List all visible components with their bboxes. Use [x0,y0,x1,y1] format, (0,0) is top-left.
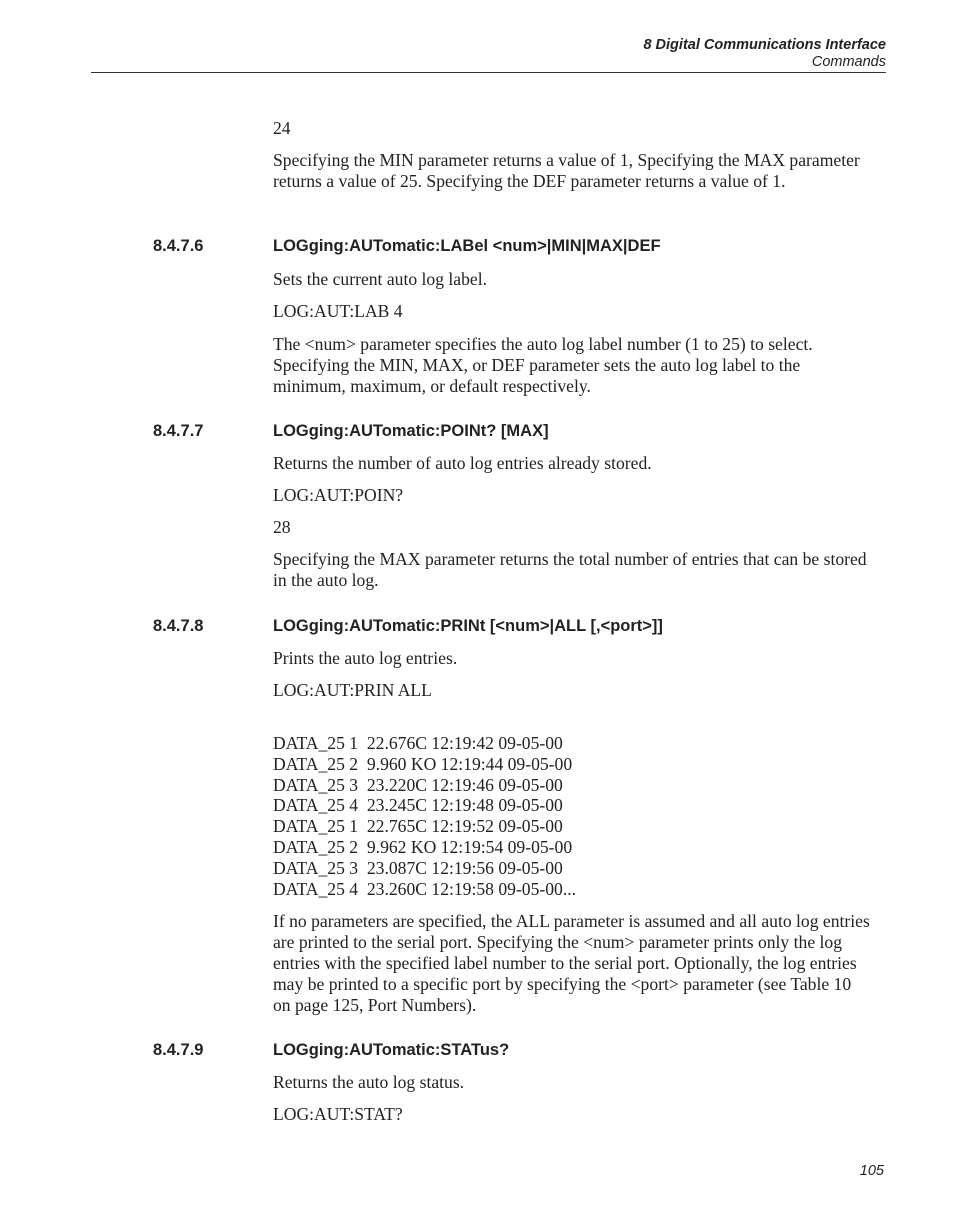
header-rule [91,72,886,73]
command-example: LOG:AUT:STAT? [273,1104,403,1124]
log-output-line: DATA_25 3 23.087C 12:19:56 09-05-00 [273,857,563,878]
running-head [643,37,886,71]
log-output-line: DATA_25 2 9.960 KO 12:19:44 09-05-00 [273,753,573,774]
section-title: Commands [811,54,886,70]
intro-paragraph: Specifying the MIN parameter returns a value of 1, Specifying the MAX parameter returns a value of 25. Specifying the DEF parameter returns a value of 1. [273,150,860,191]
command-example: LOG:AUT:LAB 4 [273,301,403,321]
section-paragraph: Specifying the MAX parameter returns the total number of entries that can be stored in the auto log. [273,549,867,590]
section-number: 8.4.7.6 [153,237,204,255]
log-output-line: DATA_25 1 22.676C 12:19:42 09-05-00 [273,733,563,753]
log-output [273,733,883,899]
section-heading-8-4-7-8 [153,616,663,636]
section-heading-8-4-7-7 [153,421,549,441]
page-number: 105 [859,1163,884,1179]
log-output-line: DATA_25 1 22.765C 12:19:52 09-05-00 [273,816,563,837]
section-description: Sets the current auto log label. [273,269,487,289]
section-description: Returns the auto log status. [273,1072,465,1092]
section-paragraph: If no parameters are specified, the ALL parameter is assumed and all auto log entries are printed to the serial port. Specifying the <num> parameter prints only the log entries with the specified label number to the serial port. Optionally, the log entries may be printed to a specific port by specifying the <port> parameter (see Table 10 on page 125, Port Numbers). [273,911,870,1015]
log-output-line: DATA_25 3 23.220C 12:19:46 09-05-00 [273,774,563,795]
section-title: LOGging:AUTomatic:PRINt [<num>|ALL [,<port>]] [273,617,663,635]
chapter-title: 8 Digital Communications Interface [643,37,886,53]
command-example: LOG:AUT:PRIN ALL [273,680,432,700]
section-number: 8.4.7.9 [153,1041,204,1059]
section-title: LOGging:AUTomatic:STATus? [273,1041,510,1059]
command-example: LOG:AUT:POIN? [273,485,404,505]
command-response: 28 [273,517,291,537]
section-description: Returns the number of auto log entries already stored. [273,453,652,473]
section-title: LOGging:AUTomatic:LABel <num>|MIN|MAX|DEF [273,237,661,255]
section-description: Prints the auto log entries. [273,648,458,668]
intro-value: 24 [273,118,291,138]
log-output-line: DATA_25 4 23.260C 12:19:58 09-05-00... [273,878,577,899]
section-title: LOGging:AUTomatic:POINt? [MAX] [273,422,549,440]
section-heading-8-4-7-6 [153,236,661,256]
log-output-line: DATA_25 4 23.245C 12:19:48 09-05-00 [273,795,563,816]
section-number: 8.4.7.7 [153,422,204,440]
log-output-line: DATA_25 2 9.962 KO 12:19:54 09-05-00 [273,836,573,857]
section-paragraph: The <num> parameter specifies the auto log label number (1 to 25) to select. Specifying the MIN, MAX, or DEF parameter sets the auto log label to the minimum, maximum, or default respectively. [273,334,813,396]
section-heading-8-4-7-9 [153,1040,509,1060]
section-number: 8.4.7.8 [153,617,204,635]
